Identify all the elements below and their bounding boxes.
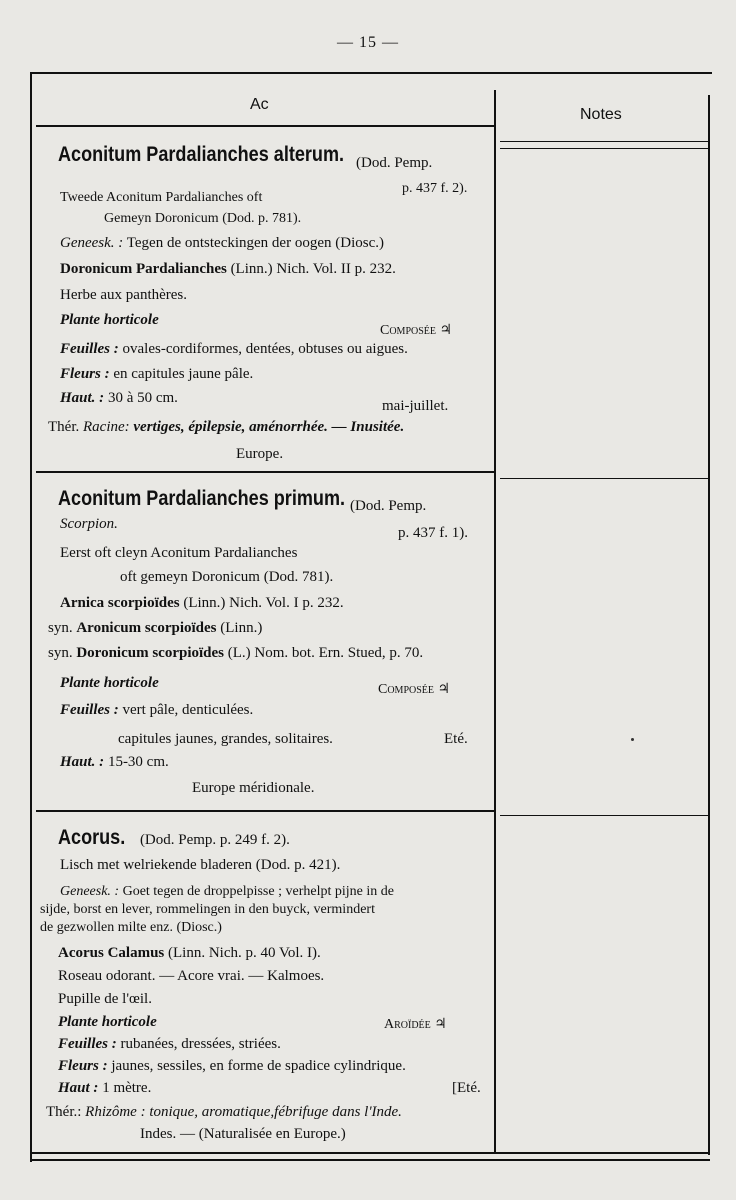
racine-label: Racine: (83, 419, 130, 435)
entry-ref-page: p. 437 f. 2). (402, 181, 468, 196)
feuilles-label: Feuilles : (58, 1036, 117, 1052)
syn1-name: Aronicum scorpioïdes (76, 620, 217, 636)
entry-ref: (Dod. Pemp. p. 249 f. 2). (139, 832, 290, 848)
page-number: — 15 — (337, 34, 399, 51)
entry-ref: (Dod. Pemp. (350, 498, 427, 514)
entry-therapy (46, 1104, 402, 1121)
notes-right-border (708, 95, 710, 1155)
family-name: Composée (378, 682, 435, 697)
entry-linnaeus (60, 261, 396, 278)
perennial-symbol: ♃ (434, 1017, 447, 1032)
haut-text: 30 à 50 cm. (107, 390, 178, 406)
entry-synonym-2 (48, 645, 423, 662)
arnica-ref: (Linn.) Nich. Vol. I p. 232. (183, 595, 344, 611)
haut-label: Haut. : (60, 390, 105, 406)
perennial-symbol: ♃ (437, 682, 451, 697)
entry-region: Europe méridionale. (192, 780, 315, 796)
entry-synonym-1 (48, 620, 262, 637)
entry-region: Europe. (236, 446, 284, 462)
entry-feuilles (58, 1036, 281, 1053)
table-bottom-rule (30, 1152, 710, 1154)
entry-family (380, 322, 452, 339)
geneesk-text: Goet tegen de droppelpisse ; verhelpt pijne in de (122, 884, 394, 899)
entry-title: Acorus. (58, 826, 126, 849)
entry-title: Aconitum Pardalianches alterum. (58, 143, 345, 166)
entry-french-name-2: Pupille de l'œil. (58, 991, 152, 1007)
header-rule (36, 125, 496, 127)
entry-hauteur (60, 390, 178, 407)
linnaeus-ref: (Linn. Nich. p. 40 Vol. I). (168, 945, 321, 961)
entry-dutch-name: Eerst oft cleyn Aconitum Pardalianches (60, 545, 298, 561)
entry-family (378, 681, 450, 698)
entry-geneesk-3: de gezwollen milte enz. (Diosc.) (40, 920, 222, 935)
entry-season: mai-juillet. (382, 398, 449, 414)
column-header-ac: Ac (250, 96, 269, 113)
geneesk-label: Geneesk. : (60, 235, 124, 251)
entry-dutch-name-2: oft gemeyn Doronicum (Dod. 781). (120, 569, 334, 585)
ther-label: Thér. (48, 419, 80, 435)
entry-fleurs (58, 1058, 406, 1075)
ther-label: Thér.: (46, 1104, 82, 1120)
speck (631, 738, 634, 741)
feuilles-text: vert pâle, denticulées. (122, 702, 254, 718)
notes-header-rule-2 (500, 148, 708, 149)
linnaeus-name: Acorus Calamus (58, 945, 165, 961)
entry-hauteur (58, 1080, 151, 1097)
entry-geneesk (60, 884, 394, 900)
notes-separator (500, 478, 708, 479)
fleurs-text: jaunes, sessiles, en forme de spadice cylindrique. (111, 1058, 406, 1074)
feuilles-label: Feuilles : (60, 341, 119, 357)
haut-label: Haut. : (60, 754, 105, 770)
arnica-name: Arnica scorpioïdes (60, 595, 180, 611)
column-divider (494, 90, 496, 1154)
entry-french-name: Herbe aux panthères. (60, 287, 188, 303)
feuilles-text: rubanées, dressées, striées. (120, 1036, 281, 1052)
entry-geneesk (60, 235, 384, 252)
entry-title: Aconitum Pardalianches primum. (58, 487, 346, 510)
racine-text: vertiges, épilepsie, aménorrhée. — Inusitée. (133, 419, 405, 435)
linnaeus-ref: (Linn.) Nich. Vol. II p. 232. (230, 261, 396, 277)
rhizome-text: tonique, aromatique,fébrifuge dans l'Inde. (149, 1104, 402, 1120)
column-header-notes: Notes (580, 106, 622, 123)
entry-title-line (58, 826, 290, 850)
entry-capitules: capitules jaunes, grandes, solitaires. (118, 731, 333, 747)
entry-arnica (60, 595, 344, 612)
notes-separator (500, 815, 708, 816)
fleurs-label: Fleurs : (58, 1058, 108, 1074)
entry-fleurs (60, 366, 253, 383)
entry-season: [Eté. (452, 1080, 481, 1096)
geneesk-label: Geneesk. : (60, 884, 120, 899)
entry-french-name: Roseau odorant. — Acore vrai. — Kalmoes. (58, 968, 325, 984)
entry-feuilles (60, 341, 408, 358)
fleurs-label: Fleurs : (60, 366, 110, 382)
entry-dutch-name: Tweede Aconitum Pardalianches oft (60, 190, 263, 205)
entry-season: Eté. (444, 731, 468, 747)
entry-dutch-name-2: Gemeyn Doronicum (Dod. p. 781). (104, 211, 302, 226)
feuilles-text: ovales-cordiformes, dentées, obtuses ou aigues. (122, 341, 408, 357)
entry-plante: Plante horticole (60, 312, 159, 328)
syn2-ref: (L.) Nom. bot. Ern. Stued, p. 70. (227, 645, 424, 661)
entry-ref: (Dod. Pemp. (356, 155, 433, 171)
haut-text: 1 mètre. (102, 1080, 152, 1096)
linnaeus-name: Doronicum Pardalianches (60, 261, 227, 277)
entry-scorpion: Scorpion. (60, 516, 118, 532)
entry-separator (36, 471, 496, 473)
entry-dutch-name: Lisch met welriekende bladeren (Dod. p. 421). (60, 857, 341, 873)
haut-text: 15-30 cm. (107, 754, 169, 770)
entry-geneesk-2: sijde, borst en lever, rommelingen in den buyck, vermindert (40, 902, 375, 917)
entry-therapy (48, 419, 404, 436)
syn1-ref: (Linn.) (220, 620, 263, 636)
entry-plante: Plante horticole (58, 1014, 157, 1030)
notes-header-rule (500, 141, 708, 142)
perennial-symbol: ♃ (439, 323, 453, 338)
family-name: Composée (380, 323, 437, 338)
rhizome-label: Rhizôme : (85, 1104, 146, 1120)
geneesk-text: Tegen de ontsteckingen der oogen (Diosc.) (126, 235, 384, 251)
fleurs-text: en capitules jaune pâle. (113, 366, 254, 382)
syn2-name: Doronicum scorpioïdes (76, 645, 224, 661)
entry-feuilles (60, 702, 253, 719)
entry-family (384, 1016, 447, 1033)
haut-label: Haut : (58, 1080, 99, 1096)
entry-ref-page: p. 437 f. 1). (398, 525, 468, 541)
table-bottom-rule-double (30, 1159, 710, 1161)
syn-label-2: syn. (48, 645, 73, 661)
feuilles-label: Feuilles : (60, 702, 119, 718)
entry-hauteur (60, 754, 169, 771)
family-name: Aroïdée (384, 1017, 431, 1032)
entry-region: Indes. — (Naturalisée en Europe.) (140, 1126, 346, 1142)
entry-linnaeus (58, 945, 321, 962)
entry-separator (36, 810, 496, 812)
entry-plante: Plante horticole (60, 675, 159, 691)
syn-label: syn. (48, 620, 73, 636)
